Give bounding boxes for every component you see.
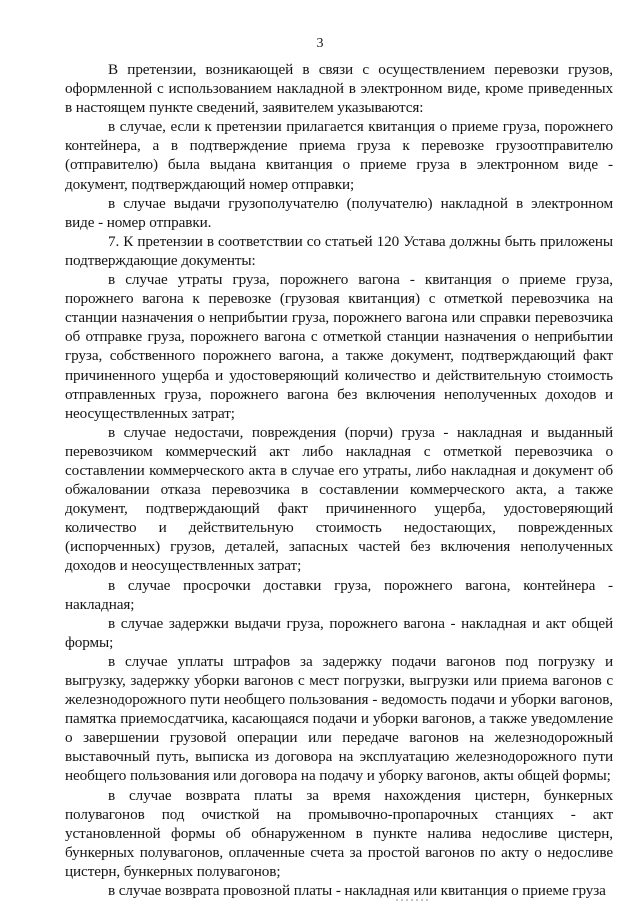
paragraph-freight-refund: в случае возврата провозной платы - накладная или квитанция о приеме груза bbox=[108, 882, 606, 900]
paragraph-delivery-delay: в случае просрочки доставки груза, порожнего вагона, контейнера - накладная; bbox=[65, 576, 613, 613]
body-text bbox=[65, 60, 613, 900]
paragraph-tank-cleaning-refund: в случае возврата платы за время нахождения цистерн, бункерных полувагонов под очисткой на промывочно-пропарочных станциях - акт установленной формы об обнаруженном в пункте налива недосливе цистерн, бункерных полувагонов, оплаченные счета за простой вагонов по акту о недосливе цистерн, бункерных полувагонов; bbox=[65, 786, 613, 880]
scan-artifact bbox=[396, 899, 430, 901]
paragraph-receipt-attached: в случае, если к претензии прилагается квитанция о приеме груза, порожнего контейнера, а в подтверждение приема груза к перевозке грузоотправителю (отправителю) была выдана квитанция о приеме груза в электронном виде - документ, подтверждающий номер отправки; bbox=[65, 118, 613, 193]
paragraph-wagon-penalties: в случае уплаты штрафов за задержку подачи вагонов под погрузку и выгрузку, задержку уборки вагонов с мест погрузки, выгрузки или приема вагонов с железнодорожного пути необщего пользования - ведомость подачи и уборки вагонов, памятка приемосдатчика, касающаяся подачи и уборки вагонов, а также уведомление о завершении грузовой операции или передаче вагонов на железнодорожный выставочный путь, выписка из договора на эксплуатацию железнодорожного пути необщего пользования или договора на подачу и уборку вагонов, акты общей формы; bbox=[65, 652, 613, 785]
paragraph-waybill-issued: в случае выдачи грузополучателю (получателю) накладной в электронном виде - номер отправки. bbox=[65, 194, 613, 231]
paragraph-release-delay: в случае задержки выдачи груза, порожнего вагона - накладная и акт общей формы; bbox=[65, 614, 613, 651]
page-number: 3 bbox=[316, 36, 324, 51]
paragraph-electronic-waybill-claim: В претензии, возникающей в связи с осуществлением перевозки грузов, оформленной с использованием накладной в электронном виде, кроме приведенных в настоящем пункте сведений, заявителем указываются: bbox=[65, 61, 613, 117]
paragraph-item-7-supporting-documents: 7. К претензии в соответствии со статьей 120 Устава должны быть приложены подтверждающие документы: bbox=[65, 232, 613, 269]
paragraph-cargo-shortage-damage: в случае недостачи, повреждения (порчи) груза - накладная и выданный перевозчиком коммерческий акт либо накладная с отметкой перевозчика о составлении коммерческого акта в случае его утраты, либо накладная и документ об обжаловании отказа перевозчика в составлении коммерческого акта, а также документ, подтверждающий факт причиненного ущерба, удостоверяющий количество и действительную стоимость недостающих, поврежденных (испорченных) грузов, деталей, запасных частей без включения неполученных доходов и неосуществленных затрат; bbox=[65, 423, 613, 575]
paragraph-cargo-loss: в случае утраты груза, порожнего вагона - квитанция о приеме груза, порожнего вагона к перевозке (грузовая квитанция) с отметкой перевозчика на станции назначения о неприбытии груза, порожнего вагона или справки перевозчика об отправке груза, порожнего вагона с отметкой станции назначения о неприбытии груза, собственного порожнего вагона, а также документ, подтверждающий факт причиненного ущерба и удостоверяющий количество и действительную стоимость отправленных груза, порожнего вагона без включения неполученных доходов и неосуществленных затрат; bbox=[65, 271, 613, 422]
